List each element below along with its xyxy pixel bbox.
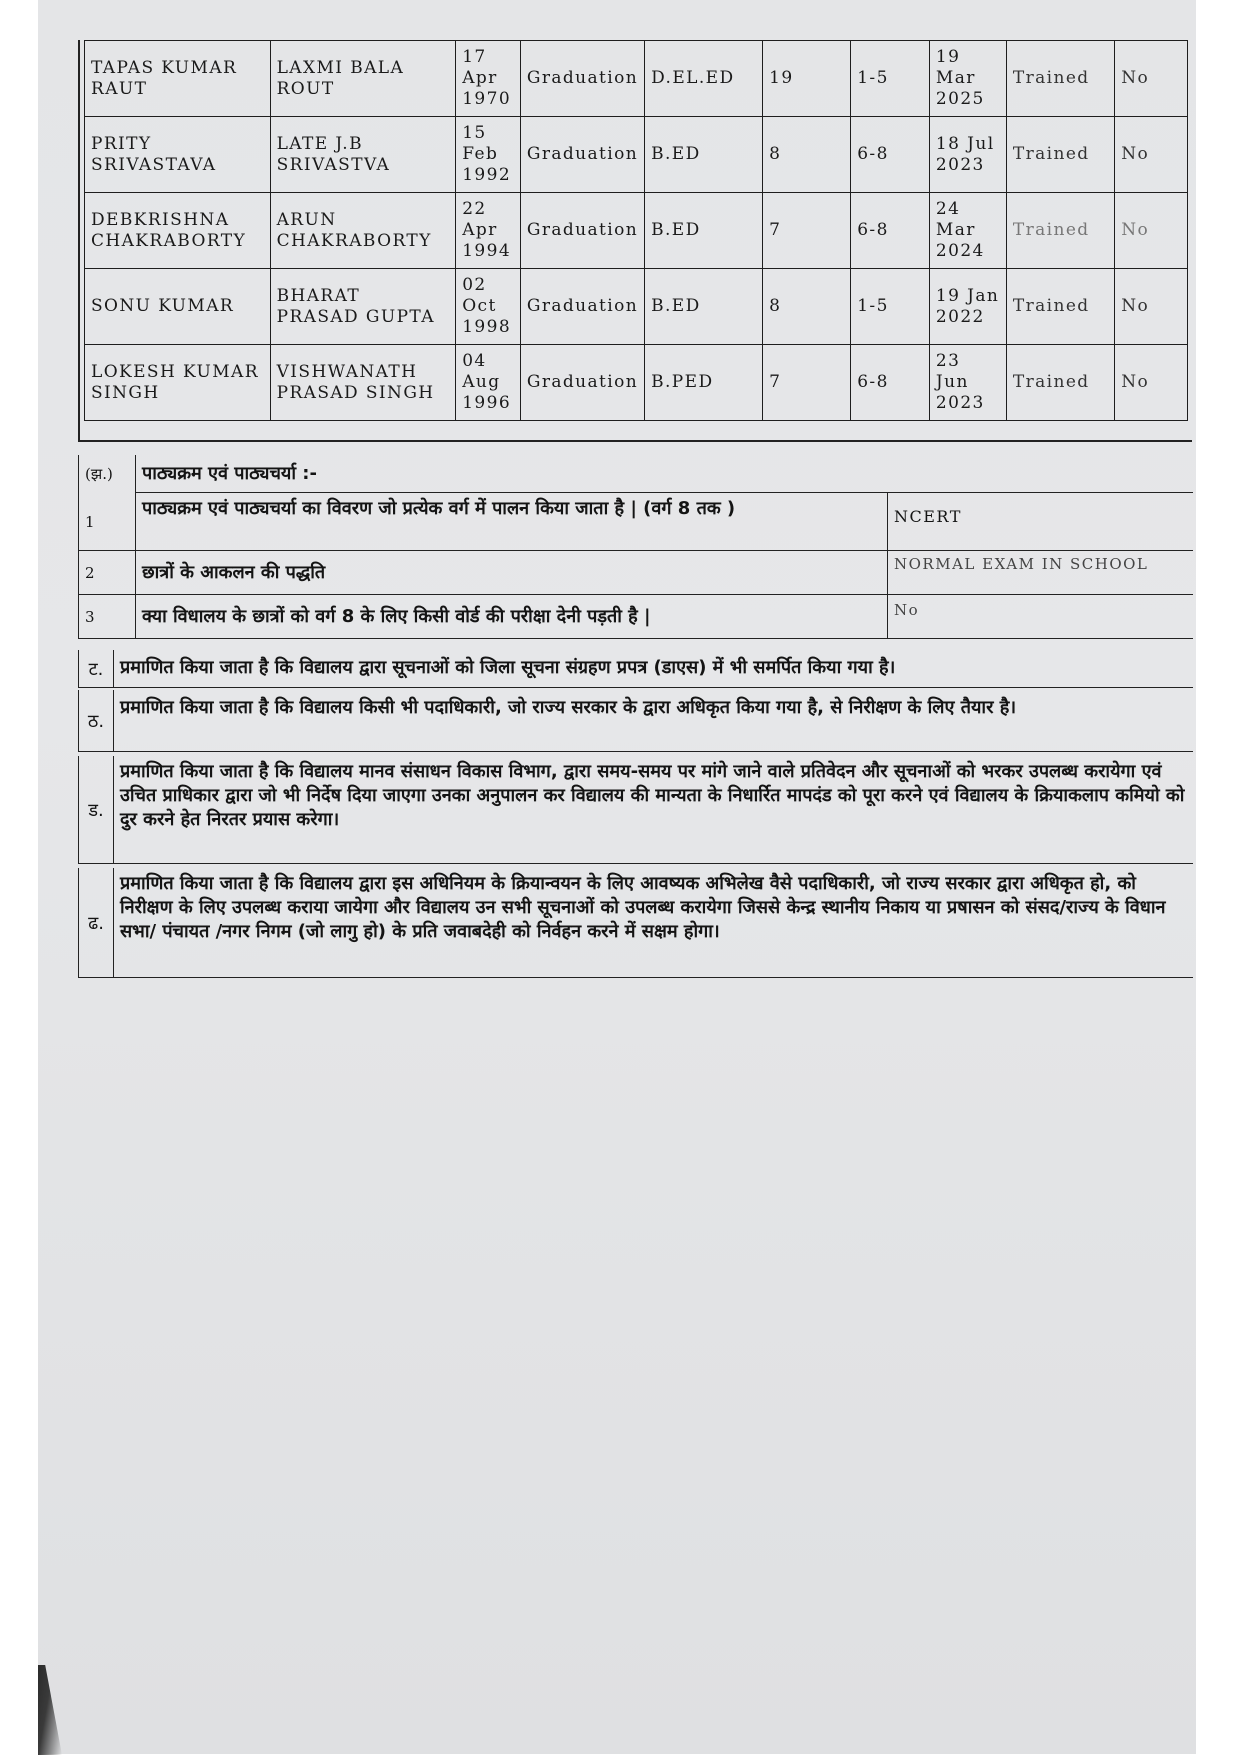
experience-years: 8 xyxy=(763,117,851,193)
cert-label: ठ. xyxy=(78,690,114,752)
joining-date-part: 2025 xyxy=(935,89,985,109)
other-flag: No xyxy=(1115,345,1188,421)
certifications-section xyxy=(78,650,1193,990)
professional-qualification: B.PED xyxy=(645,345,763,421)
other-flag: No xyxy=(1115,117,1188,193)
item-number: 3 xyxy=(78,595,136,639)
item-answer: NORMAL EXAM IN SCHOOL xyxy=(887,551,1193,595)
joining-date-part: Mar xyxy=(935,68,976,88)
joining-date-part: 18 Jul xyxy=(935,133,995,154)
professional-qualification: D.EL.ED xyxy=(645,41,763,117)
item-number: 1 xyxy=(78,493,136,551)
curriculum-item xyxy=(78,551,1193,595)
section-title: पाठ्यक्रम एवं पाठ्यचर्या :- xyxy=(136,455,1193,493)
academic-qualification: Graduation xyxy=(520,41,644,117)
joining-date-part: 2023 xyxy=(935,154,985,175)
joining-date-part: 2023 xyxy=(935,393,985,413)
joining-date-part: 19 xyxy=(935,47,961,67)
date-of-birth-part: Apr xyxy=(462,68,498,88)
father-name: ARUN CHAKRABORTY xyxy=(270,193,456,269)
joining-date xyxy=(929,41,1006,117)
experience-years: 8 xyxy=(763,269,851,345)
classes-taught: 6-8 xyxy=(851,345,930,421)
date-of-birth-part: 1992 xyxy=(462,165,512,185)
certification-item xyxy=(78,650,1193,688)
professional-qualification: B.ED xyxy=(645,117,763,193)
date-of-birth-part: 17 xyxy=(462,47,487,67)
father-name: LATE J.B SRIVASTVA xyxy=(270,117,456,193)
teacher-name: DEBKRISHNA CHAKRABORTY xyxy=(85,193,271,269)
joining-date xyxy=(929,269,1006,345)
certification-item xyxy=(78,690,1193,752)
father-name: LAXMI BALA ROUT xyxy=(270,41,456,117)
date-of-birth-part: 02 xyxy=(462,275,487,295)
item-question: छात्रों के आकलन की पद्धति xyxy=(136,551,887,595)
table-row xyxy=(85,193,1188,269)
date-of-birth-part: 1970 xyxy=(462,89,512,109)
item-question: पाठ्यक्रम एवं पाठ्यचर्या का विवरण जो प्रत्येक वर्ग में पालन किया जाता है | (वर्ग 8 तक ) xyxy=(136,493,887,551)
date-of-birth-part: Feb xyxy=(462,144,499,164)
training-status: Trained xyxy=(1006,193,1114,269)
joining-date-part: 2024 xyxy=(935,241,985,261)
table-row xyxy=(85,41,1188,117)
joining-date-part: 2022 xyxy=(935,306,985,327)
father-name: BHARAT PRASAD GUPTA xyxy=(270,269,456,345)
training-status: Trained xyxy=(1006,41,1114,117)
other-flag: No xyxy=(1115,269,1188,345)
item-number: 2 xyxy=(78,551,136,595)
joining-date-part: 24 xyxy=(935,199,961,219)
training-status: Trained xyxy=(1006,269,1114,345)
cert-text: प्रमाणित किया जाता है कि विद्यालय मानव संसाधन विकास विभाग, द्वारा समय-समय पर मांगे जाने वाले प्रतिवेदन और सूचनाओं को भरकर उपलब्ध करायेगा एवं उचित प्राधिकार द्वारा जो भी निर्देष दिया जाएगा उनका अनुपालन कर विद्यालय की मान्यता के निधार्रित मापदंड को पूरा करने एवं विद्यालय के क्रियाकलाप कमियो को दुर करने हेत निरतर प्रयास करेगा। xyxy=(114,756,1193,864)
date-of-birth-part: 04 xyxy=(462,351,487,371)
experience-years: 7 xyxy=(763,193,851,269)
item-question: क्या विधालय के छात्रों को वर्ग 8 के लिए किसी वोर्ड की परीक्षा देनी पड़ती है | xyxy=(136,595,887,639)
curriculum-section xyxy=(78,455,1193,645)
teacher-name: PRITY SRIVASTAVA xyxy=(85,117,271,193)
professional-qualification: B.ED xyxy=(645,269,763,345)
joining-date-part: Mar xyxy=(935,220,976,240)
date-of-birth-part: 1996 xyxy=(462,393,512,413)
section-label: (झ.) xyxy=(78,455,136,493)
experience-years: 19 xyxy=(763,41,851,117)
training-status: Trained xyxy=(1006,117,1114,193)
teacher-name: LOKESH KUMAR SINGH xyxy=(85,345,271,421)
classes-taught: 6-8 xyxy=(851,117,930,193)
cert-label: ट. xyxy=(78,650,114,688)
joining-date-part: 23 xyxy=(935,351,961,371)
curriculum-item xyxy=(78,595,1193,639)
cert-label: ढ. xyxy=(78,868,114,978)
curriculum-header-row xyxy=(78,455,1193,493)
teacher-name: SONU KUMAR xyxy=(85,269,271,345)
date-of-birth-part: Oct xyxy=(462,296,497,316)
cert-label: ड. xyxy=(78,756,114,864)
date-of-birth xyxy=(456,117,521,193)
certification-item xyxy=(78,868,1193,978)
cert-text: प्रमाणित किया जाता है कि विद्यालय द्वारा सूचनाओं को जिला सूचना संग्रहण प्रपत्र (डाएस) में भी समर्पित किया गया है। xyxy=(114,650,1193,688)
classes-taught: 6-8 xyxy=(851,193,930,269)
experience-years: 7 xyxy=(763,345,851,421)
table-row xyxy=(85,117,1188,193)
academic-qualification: Graduation xyxy=(520,117,644,193)
certification-item xyxy=(78,756,1193,864)
joining-date-part: 19 Jan xyxy=(935,285,1000,306)
father-name: VISHWANATH PRASAD SINGH xyxy=(270,345,456,421)
cert-text: प्रमाणित किया जाता है कि विद्यालय द्वारा इस अधिनियम के क्रियान्वयन के लिए आवष्यक अभिलेख वैसे पदाधिकारी, जो राज्य सरकार द्वारा अधिकृत हो, को निरीक्षण के लिए उपलब्ध कराया जायेगा और विद्यालय उन सभी सूचनाओं को उपलब्ध करायेगा जिससे केन्द्र स्थानीय निकाय या प्रषासन को संसद/राज्य के विधान सभा/ पंचायत /नगर निगम (जो लागु हो) के प्रति जवाबदेही को निर्वहन करने में सक्षम होगा। xyxy=(114,868,1193,978)
joining-date xyxy=(929,193,1006,269)
date-of-birth xyxy=(456,193,521,269)
professional-qualification: B.ED xyxy=(645,193,763,269)
other-flag: No xyxy=(1115,41,1188,117)
date-of-birth-part: Aug xyxy=(462,372,501,392)
date-of-birth-part: 1994 xyxy=(462,241,512,261)
academic-qualification: Graduation xyxy=(520,269,644,345)
joining-date xyxy=(929,345,1006,421)
date-of-birth-part: 22 xyxy=(462,199,487,219)
table-row xyxy=(85,269,1188,345)
curriculum-item xyxy=(78,493,1193,551)
cert-text: प्रमाणित किया जाता है कि विद्यालय किसी भी पदाधिकारी, जो राज्य सरकार के द्वारा अधिकृत किया गया है, से निरीक्षण के लिए तैयार है। xyxy=(114,690,1193,752)
joining-date-part: Jun xyxy=(935,372,969,392)
date-of-birth-part: 1998 xyxy=(462,317,512,337)
joining-date xyxy=(929,117,1006,193)
date-of-birth-part: Apr xyxy=(462,220,498,240)
classes-taught: 1-5 xyxy=(851,269,930,345)
date-of-birth xyxy=(456,41,521,117)
teacher-name: TAPAS KUMAR RAUT xyxy=(85,41,271,117)
academic-qualification: Graduation xyxy=(520,193,644,269)
classes-taught: 1-5 xyxy=(851,41,930,117)
other-flag: No xyxy=(1115,193,1188,269)
teacher-table xyxy=(84,40,1188,421)
academic-qualification: Graduation xyxy=(520,345,644,421)
date-of-birth xyxy=(456,345,521,421)
date-of-birth xyxy=(456,269,521,345)
item-answer: No xyxy=(887,595,1193,639)
training-status: Trained xyxy=(1006,345,1114,421)
table-row xyxy=(85,345,1188,421)
date-of-birth-part: 15 xyxy=(462,123,487,143)
item-answer: NCERT xyxy=(887,493,1193,551)
